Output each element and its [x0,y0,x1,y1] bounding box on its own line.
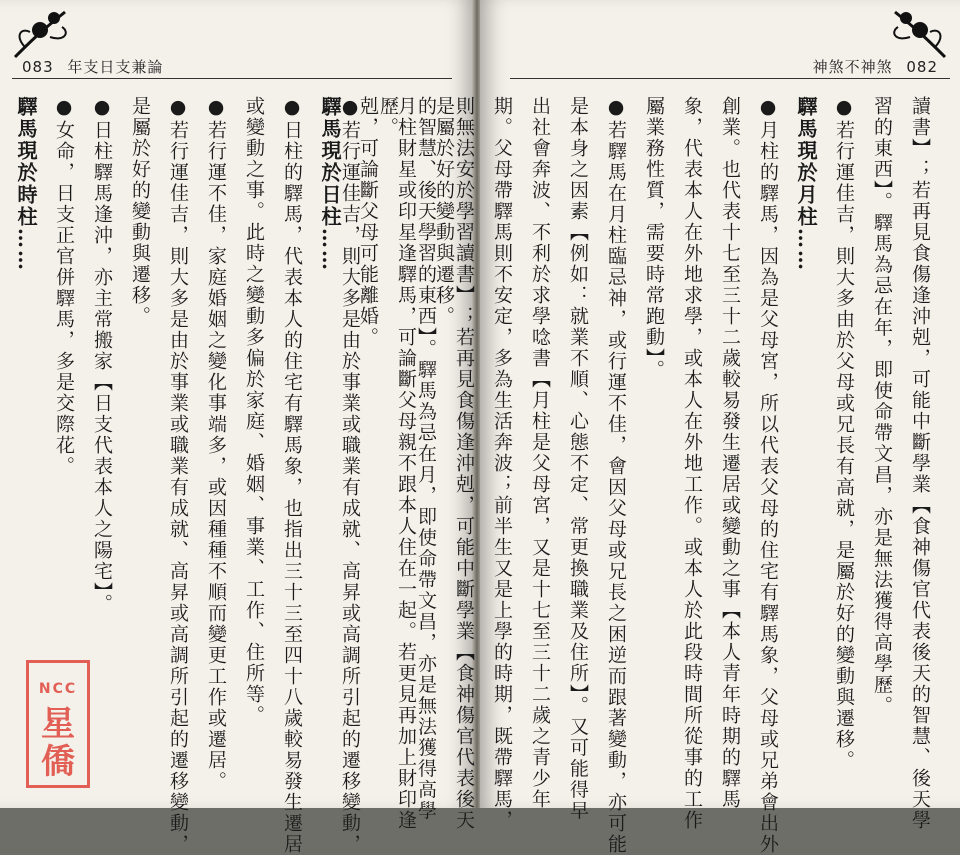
text-column: ●若行運不佳，家庭婚姻之變化事端多，或因種種不順而變更工作或遷居。 [205,96,227,792]
text-column [0,96,2,790]
floral-ornament-icon [880,2,950,62]
running-title: 神煞不神煞 [812,58,893,76]
text-columns [336,96,934,855]
header-rule [510,78,950,79]
text-column: 是本身之因素【例如：就業不順、心態不定、常更換職業及住所】。又可能得早 [567,96,589,822]
running-header [14,56,163,77]
text-column: 讀書】；若再見食傷逢沖剋，可能中斷學業【食神傷官代表後天的智慧、後天學 [909,96,931,831]
text-column: ●若行運佳吉，則大多是由於事業或職業有成就、高昇或高調所引起的遷移變動， [167,96,189,855]
page-number: 082 [906,58,938,76]
text-column: ●女命，日支正官併驛馬，多是交際花。 [53,96,75,477]
section-heading: 驛馬現於月柱…… [794,96,818,272]
page-number: 083 [22,58,54,76]
text-column: ●日柱驛馬逢沖，亦主常搬家【日支代表本人之陽宅】。 [91,96,113,615]
text-column: ●日柱的驛馬，代表本人的住宅有驛馬象，也指出三十三至四十八歲較易發生遷居 [281,96,303,855]
text-column: 創業。也代表十七至三十二歲較易發生遷居或變動之事【本人青年時期的驛馬 [719,96,741,810]
text-column: ●若行運佳吉，則大多是由於事業或職業有成就、高昇或高調所引起的遷移變動， [339,96,361,855]
text-column: 月柱財星或印星逢驛馬，可論斷父母親不跟本人住在一起。若更見再加上財印逢 [395,96,417,831]
text-column: 期。父母帶驛馬則不安定，多為生活奔波；前半生又是上學的時期，既帶驛馬， [491,96,513,831]
header-rule [12,78,452,79]
text-column: 是屬於好的變動與遷移。 [129,96,151,327]
text-column: 屬業務性質，需要時常跑動】。 [643,96,665,381]
text-column: ●若行運佳吉，則大多由於父母或兄長有高就，是屬於好的變動與遷移。 [833,96,855,771]
text-column: 象，代表本人在外地求學，或本人在外地工作。或本人於此段時間所從事的工作 [681,96,703,831]
text-column: 則無法安於學習讀書】；若再見食傷逢沖剋，可能中斷學業【食神傷官代表後天 [453,96,475,831]
text-column: 或變動之事。此時之變動多偏於家庭、婚姻、事業、工作、住所等。 [243,96,265,726]
text-column: 歷。 [377,96,399,138]
section-heading: 驛馬現於日柱…… [318,96,342,272]
text-column: ●若驛馬在月柱臨忌神，或行運不佳，會因父母或兄長之困逆而跟著變動，亦可能 [605,96,627,855]
watermark-stamp [26,660,90,788]
running-header [813,56,946,77]
text-column: 出社會奔波、不利於求學唸書【月柱是父母宮，又是十七至三十二歲之青少年 [529,96,551,810]
floral-ornament-icon [10,2,80,62]
text-column: 習的東西】。驛馬為忌在年，即使命帶文昌，亦是無法獲得高學歷。 [871,96,893,717]
stamp-logo: 星僑 [41,704,75,782]
section-heading: 驛馬現於時柱…… [14,96,38,272]
text-column: 是屬於好的變動與遷移。 [433,96,455,327]
running-title: 年支日支兼論 [67,58,164,76]
text-column: ●月柱的驛馬，因為是父母宮，所以代表父母的住宅有驛馬象，父母或兄弟會出外 [757,96,779,855]
text-column: 剋，可論斷父母可能離婚。 [357,96,379,348]
text-column: 的智慧、後天學習的東西】。驛馬為忌在月，即使命帶文昌，亦是無法獲得高學 [415,96,437,822]
stamp-text: NCC [38,681,78,697]
